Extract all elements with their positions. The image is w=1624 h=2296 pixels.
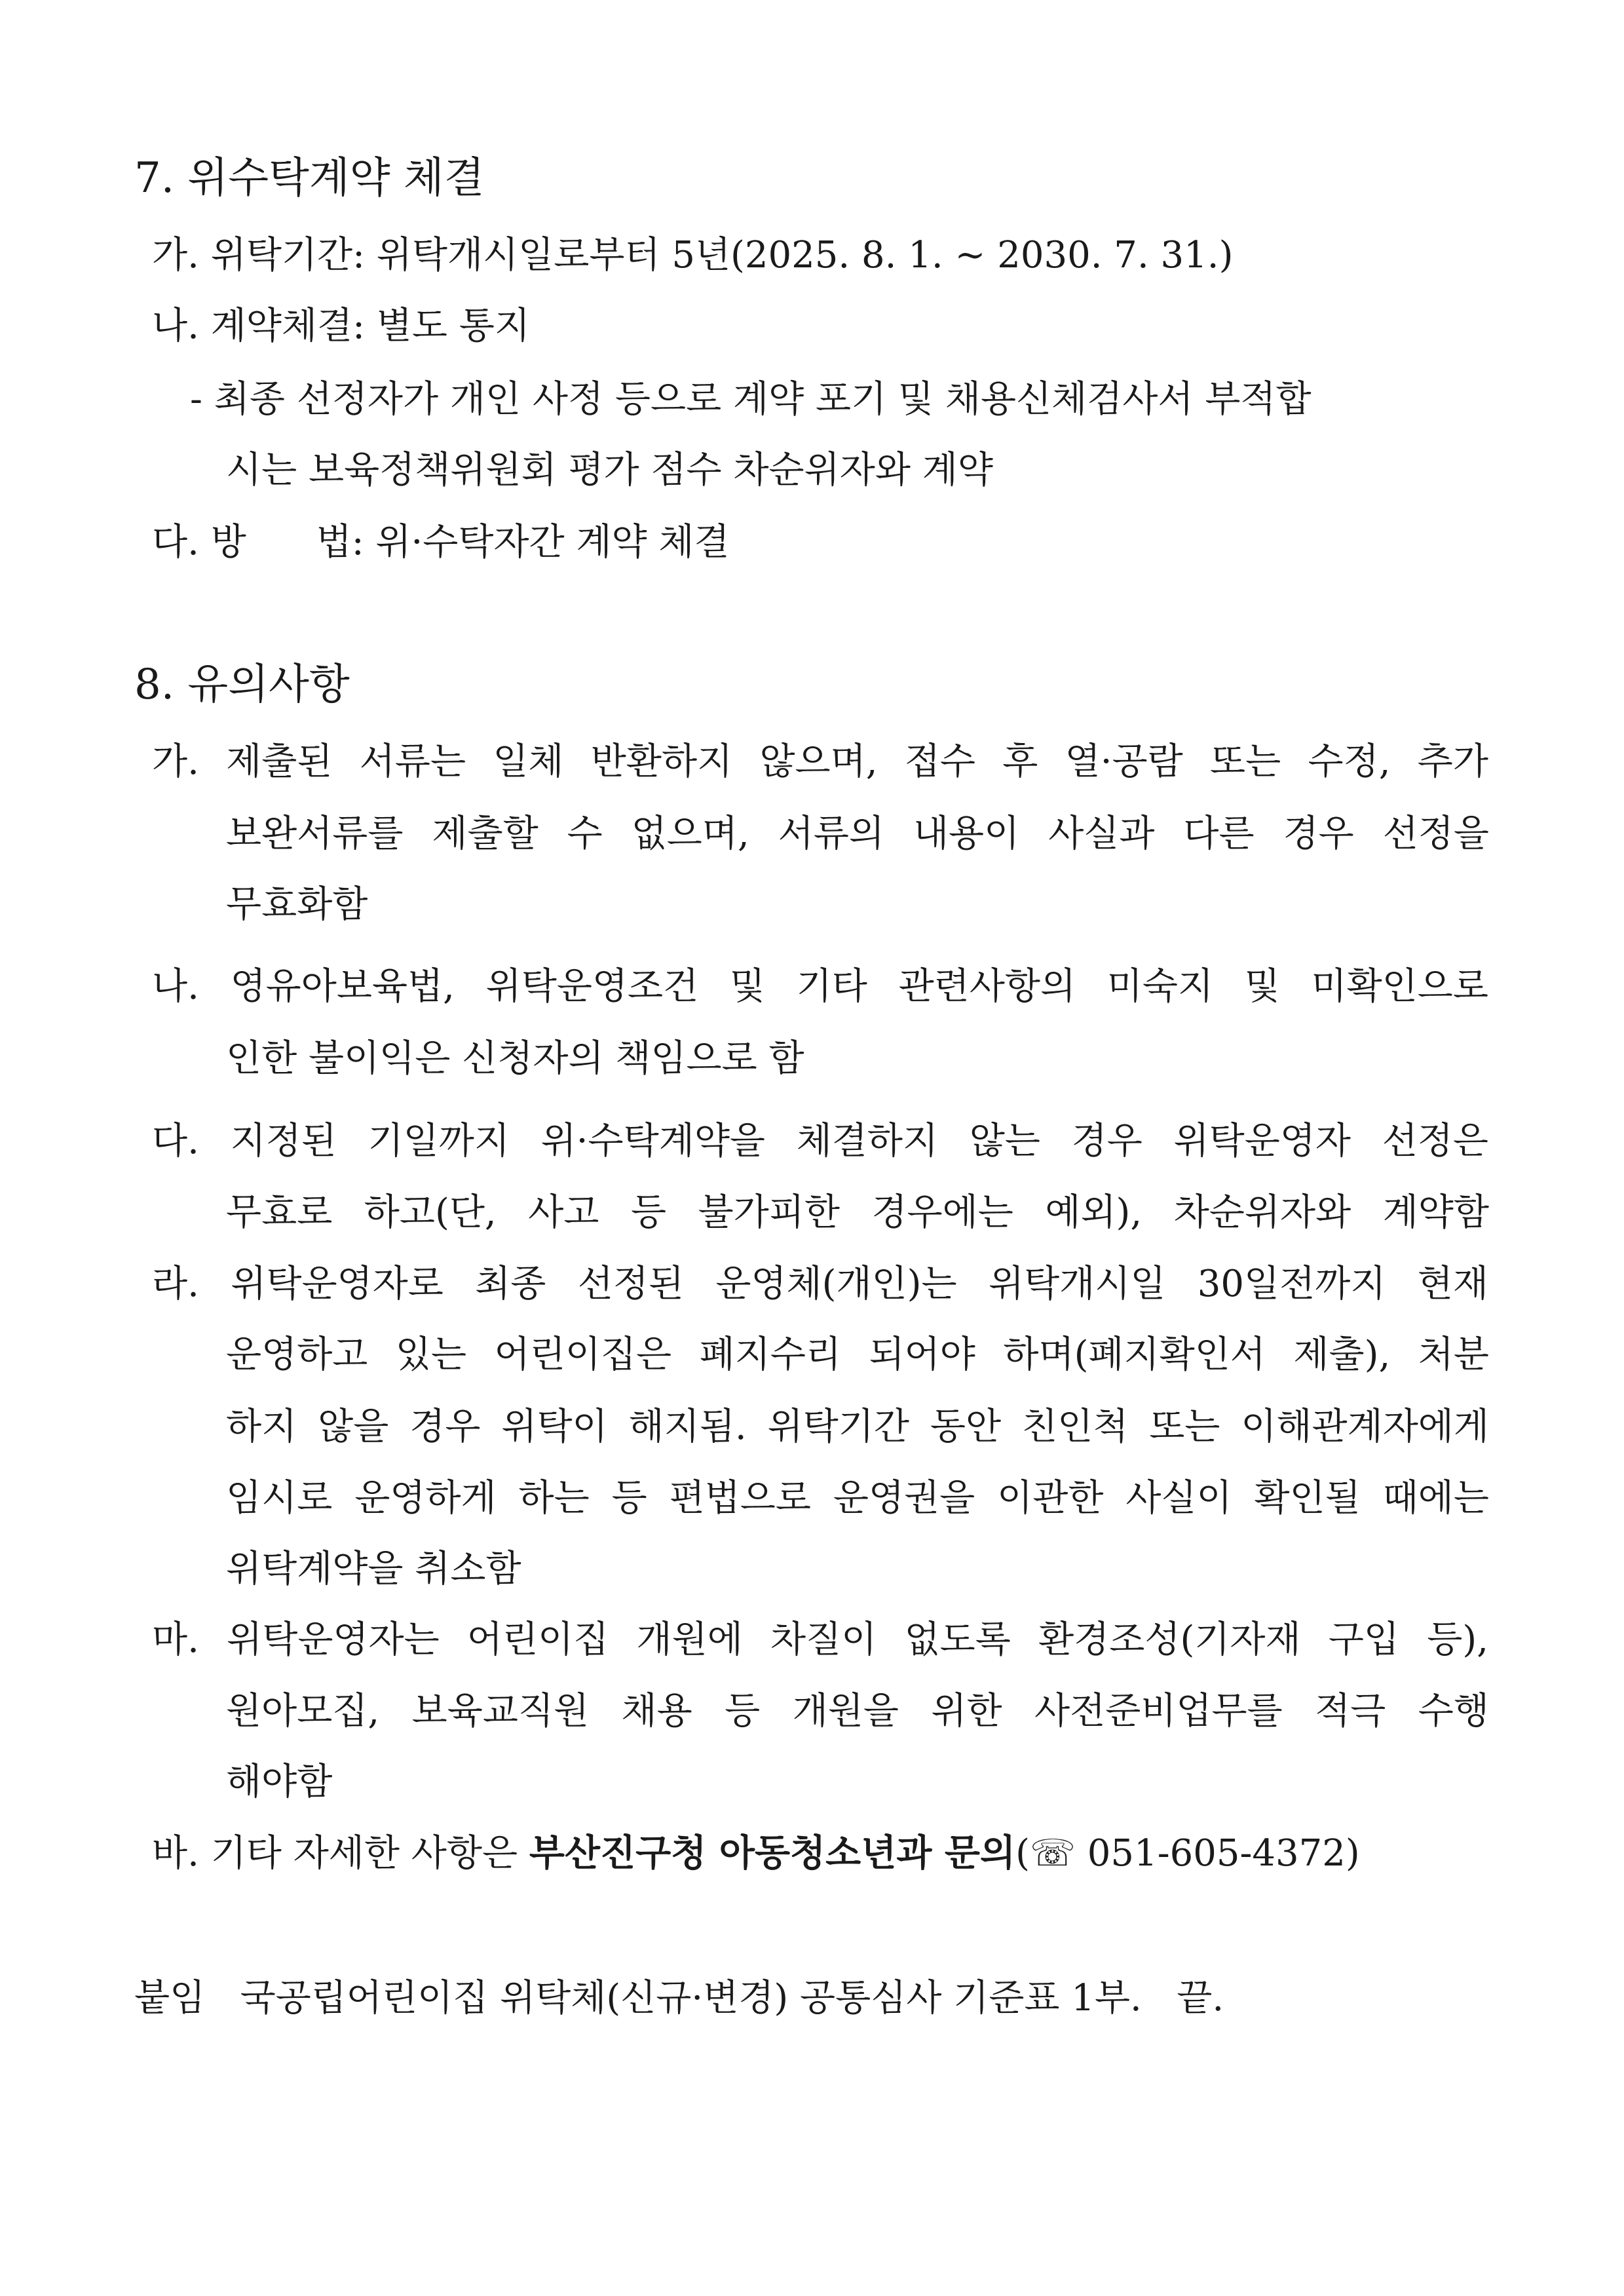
section-7-item-da: 다. 방 법: 위·수탁자간 계약 체결 [152,521,730,564]
section-8-item-da-line-1: 다. 지정된 기일까지 위·수탁계약을 체결하지 않는 경우 위탁운영자 선정은 [152,1120,1488,1162]
section-8-item-ra-line-4: 임시로 운영하게 하는 등 편법으로 운영권을 이관한 사실이 확인될 때에는 [226,1477,1489,1520]
section-8-item-ga-line-3: 무효화함 [226,883,368,926]
section-7-title: 7. 위수탁계약 체결 [134,154,485,202]
section-8-item-ra-line-2: 운영하고 있는 어린이집은 폐지수리 되어야 하며(폐지확인서 제출), 처분 [226,1333,1489,1376]
contact-phone: (☏ 051-605-4372) [1015,1832,1360,1875]
section-7-note-line-1: - 최종 선정자가 개인 사정 등으로 계약 포기 및 채용신체검사서 부적합 [190,378,1312,421]
contact-department: 부산진구청 아동청소년과 문의 [529,1831,1016,1875]
section-8-item-ma-line-3: 해야함 [226,1761,333,1803]
section-8-title: 8. 유의사항 [134,660,350,709]
attachment-note: 붙임 국공립어린이집 위탁체(신규·변경) 공통심사 기준표 1부. 끝. [134,1977,1224,2019]
section-8-item-na-line-2: 인한 불이익은 신청자의 책임으로 함 [226,1037,804,1080]
section-8-item-na-line-1: 나. 영유아보육법, 위탁운영조건 및 기타 관련사항의 미숙지 및 미확인으로 [152,965,1488,1008]
section-8-item-ga-line-2: 보완서류를 제출할 수 없으며, 서류의 내용이 사실과 다른 경우 선정을 [226,813,1489,855]
section-8-item-ma-line-2: 원아모집, 보육교직원 채용 등 개원을 위한 사전준비업무를 적극 수행 [226,1690,1489,1732]
section-8-item-ra-line-1: 라. 위탁운영자로 최종 선정된 운영체(개인)는 위탁개시일 30일전까지 현재 [152,1263,1488,1305]
section-8-item-ma-line-1: 마. 위탁운영자는 어린이집 개원에 차질이 없도록 환경조성(기자재 구입 등), [152,1618,1488,1661]
section-7-item-na: 나. 계약체결: 별도 통지 [152,305,530,347]
section-8-item-da-line-2: 무효로 하고(단, 사고 등 불가피한 경우에는 예외), 차순위자와 계약함 [226,1191,1489,1234]
section-8-item-ga-line-1: 가. 제출된 서류는 일체 반환하지 않으며, 접수 후 열·공람 또는 수정, 추가 [152,740,1488,783]
section-7-item-ga: 가. 위탁기간: 위탁개시일로부터 5년(2025. 8. 1. ~ 2030. 7. 31.) [152,234,1234,277]
section-7-note-line-2: 시는 보육정책위원회 평가 점수 차순위자와 계약 [226,449,993,491]
section-8-item-ba [152,1828,1360,1879]
section-8-item-ra-line-3: 하지 않을 경우 위탁이 해지됨. 위탁기간 동안 친인척 또는 이해관계자에게 [226,1406,1489,1448]
section-8-item-ra-line-5: 위탁계약을 취소함 [226,1548,521,1590]
item-ba-prefix: 바. 기타 자세한 사항은 [152,1832,529,1875]
